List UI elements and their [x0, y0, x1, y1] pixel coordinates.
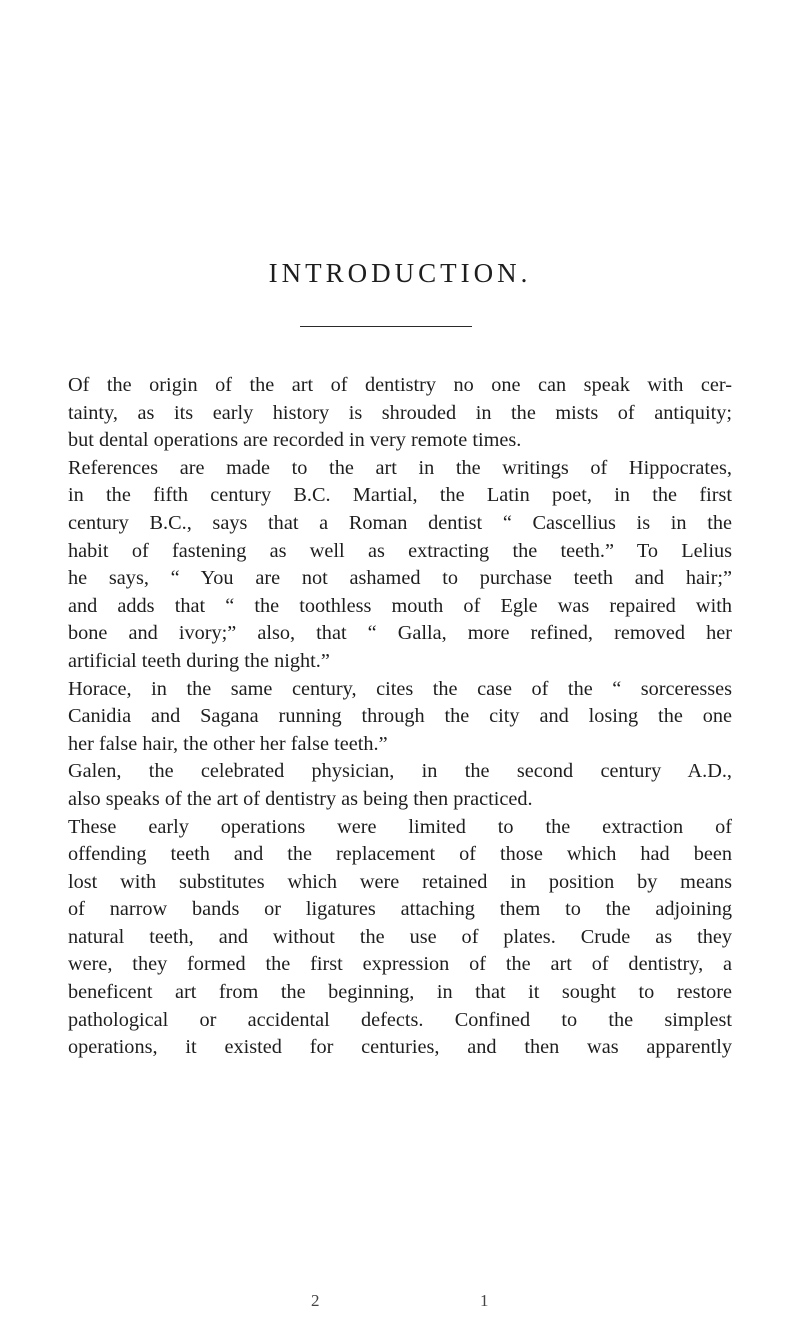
text-line: natural teeth, and without the use of plates. Crude as they [68, 925, 732, 948]
text-line: were, they formed the first expression of the art of dentistry, a [68, 953, 732, 976]
page-number: 1 [480, 1291, 489, 1310]
text-line: in the fifth century B.C. Martial, the Latin poet, in the first [68, 484, 732, 507]
heading-rule [300, 326, 472, 327]
text-line: Galen, the celebrated physician, in the second century A.D., [68, 760, 732, 783]
text-line: Horace, in the same century, cites the case of the “ sorceresses [68, 677, 732, 700]
text-line: Canidia and Sagana running through the city and losing the one [68, 705, 732, 728]
text-line: also speaks of the art of dentistry as being then practiced. [68, 787, 533, 810]
chapter-heading: INTRODUCTION. [268, 258, 532, 288]
text-line: of narrow bands or ligatures attaching them to the adjoining [68, 898, 732, 921]
text-line: and adds that “ the toothless mouth of Egle was repaired with [68, 594, 732, 617]
text-line: References are made to the art in the writings of Hippocrates, [68, 456, 732, 479]
text-line: beneficent art from the beginning, in that it sought to restore [68, 981, 732, 1004]
signature-mark: 2 [311, 1291, 320, 1310]
text-line: but dental operations are recorded in very remote times. [68, 429, 522, 452]
text-line: he says, “ You are not ashamed to purchase teeth and hair;” [68, 567, 732, 590]
text-line: lost with substitutes which were retained in position by means [68, 870, 732, 893]
text-line: artificial teeth during the night.” [68, 649, 330, 672]
text-line: century B.C., says that a Roman dentist “ Cascellius is in the [68, 511, 732, 534]
text-line: offending teeth and the replacement of those which had been [68, 843, 732, 866]
text-line: pathological or accidental defects. Confined to the simplest [68, 1008, 732, 1031]
body-text [68, 372, 732, 1062]
text-line: her false hair, the other her false teeth.” [68, 732, 388, 755]
text-line: These early operations were limited to the extraction of [68, 815, 732, 838]
text-line: bone and ivory;” also, that “ Galla, more refined, removed her [68, 622, 732, 645]
text-line: tainty, as its early history is shrouded in the mists of antiquity; [68, 401, 732, 424]
text-line: Of the origin of the art of dentistry no one can speak with cer- [68, 374, 732, 396]
text-line: habit of fastening as well as extracting the teeth.” To Lelius [68, 539, 732, 562]
text-line: operations, it existed for centuries, and then was apparently [68, 1036, 732, 1059]
